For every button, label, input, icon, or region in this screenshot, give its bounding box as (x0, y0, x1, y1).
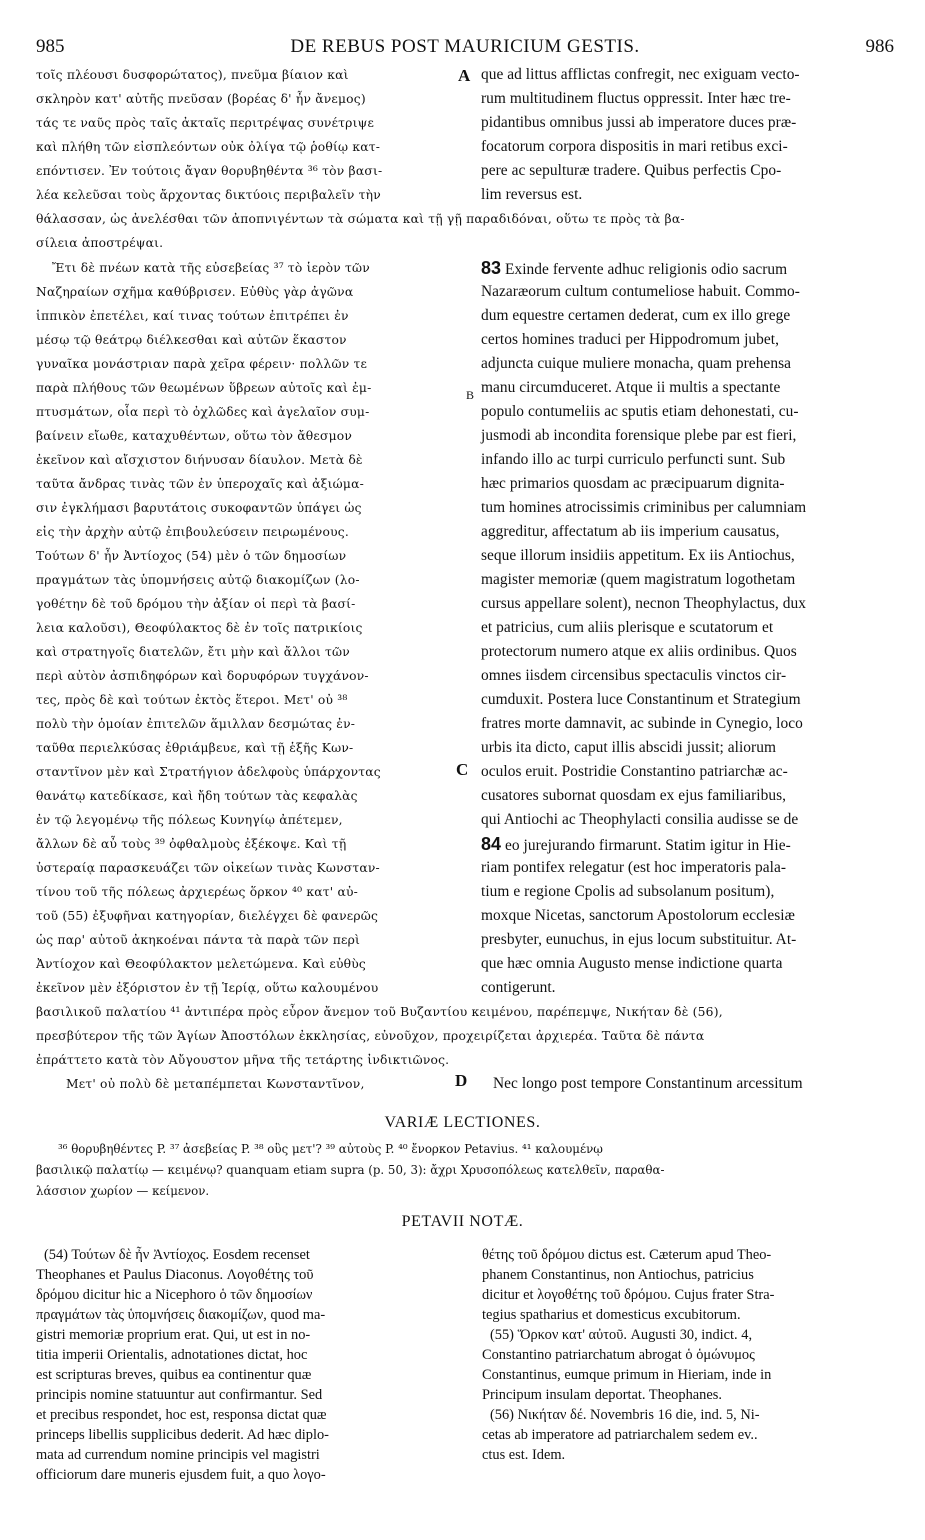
text-line: καὶ πλήθη τῶν εἰσπλεόντων οὐκ ὀλίγα τῷ ῥοθίῳ κατ- (36, 140, 381, 154)
text-line: ἄλλων δὲ αὖ τοὺς ³⁹ ὀφθαλμοὺς ἐξέκοψε. Καὶ τῇ (36, 837, 347, 851)
text-line: omnes iisdem circensibus spectaculis vinctos cir- (481, 667, 787, 684)
text-line: (54) Τούτων δὲ ἦν Ἀντίοχος. Eosdem recenset (44, 1247, 310, 1263)
section-number-84: 84 (481, 834, 502, 854)
text-line: θέτης τοῦ δρόμου dictus est. Cæterum apud Theo- (482, 1247, 772, 1263)
text-line: cursus appellare solent), necnon Theophylactus, dux (481, 595, 806, 612)
text-line: ἐκεῖνον μὲν ἐξόριστον ἐν τῇ Ἱερίᾳ, οὕτω καλουμένου (36, 981, 379, 995)
text-line: τάς τε ναῦς πρὸς ταῖς ἀκταῖς περιτρέψας συνέτριψε (36, 116, 375, 130)
text-line: (56) Νικήταν δέ. Novembris 16 die, ind. 5, Ni- (490, 1407, 760, 1423)
text-line: πρεσβύτερον τῆς τῶν Ἁγίων Ἀποστόλων ἐκκλησίας, εὐνοῦχον, προχειρίζεται ἀρχιερέα. Ταῦτα δὲ πάντα (36, 1029, 705, 1043)
text-line: seque illorum insidiis appetitum. Ex iis Antiochus, (481, 547, 795, 564)
text-line: λάσσιον χωρίον — κείμενον. (36, 1184, 210, 1198)
text-line: cusatores subornat quosdam ex ejus familiaribus, (481, 787, 787, 804)
text-line: et precibus respondet, hoc est, responsa dictat quæ (36, 1407, 327, 1423)
text-line: Constantino patriarchatum abrogat ὁ ὁμώνυμος (482, 1347, 755, 1363)
text-line: Ἔτι δὲ πνέων κατὰ τῆς εὐσεβείας ³⁷ τὸ ἱερὸν τῶν (52, 261, 370, 275)
text-line: ³⁶ θορυβηθέντες P. ³⁷ ἀσεβείας P. ³⁸ οὓς μετ'? ³⁹ αὐτοὺς P. ⁴⁰ ἔνορκον Petavius. ⁴¹ καλουμένῳ (58, 1142, 603, 1156)
text-line: titia imperii Orientalis, adnotationes dictat, hoc (36, 1347, 308, 1363)
text-line: Μετ' οὐ πολὺ δὲ μεταπέμπεται Κωνσταντῖνον, (66, 1077, 365, 1091)
text-line: Nec longo post tempore Constantinum arcessitum (493, 1075, 803, 1092)
text-line: τίνου τοῦ τῆς πόλεως ἀρχιερέως ὅρκον ⁴⁰ κατ' αὐ- (36, 885, 359, 899)
text-line: Nazaræorum cultum contumeliose habuit. Commo- (481, 283, 800, 300)
text-line: protectorum numero atque ex aliis ordinibus. Quos (481, 643, 797, 660)
text-line: rum multitudinem fluctus oppressit. Inter hæc tre- (481, 90, 791, 107)
petavii-notae-heading: PETAVII NOTÆ. (401, 1213, 524, 1230)
running-title: DE REBUS POST MAURICIUM GESTIS. (290, 36, 640, 57)
text-line: populo contumeliis ac sputis etiam dehonestati, cu- (481, 403, 799, 420)
margin-letter-a: A (458, 66, 471, 85)
text-line: θανάτῳ κατεδίκασε, καὶ ἤδη τούτων τὰς κεφαλὰς (36, 789, 358, 803)
text-line: et patricius, cum aliis plerisque e scutatorum et (481, 619, 774, 636)
text-line: fratres morte damnavit, ac subinde in Cynegio, loco (481, 715, 803, 732)
page-number-left: 985 (36, 36, 65, 57)
text-line: tegius spatharius et domesticus excubitorum. (482, 1307, 741, 1323)
text-line: officiorum dare muneris ejusdem fuit, a quo λογο- (36, 1467, 326, 1483)
text-line: πολὺ τὴν ὁμοίαν ἐπιτελῶν ἅμιλλαν δεσμώτας ἐν- (36, 717, 356, 731)
margin-letter-c: C (456, 760, 469, 779)
text-line: σίλεια ἀποστρέψαι. (36, 236, 164, 250)
text-line: tum homines atrocissimis criminibus per calumniam (481, 499, 807, 516)
text-line: cetas ab imperatore ad patriarchalem sedem ev.. (482, 1427, 758, 1443)
text-line: lim reversus est. (481, 186, 583, 203)
text-line: πραγμάτων τὰς ὑπομνήσεις διακομίζων, quod ma- (36, 1307, 326, 1323)
text-line: tium e regione Cpolis ad subsolanum positum), (481, 883, 775, 900)
text-line: βασιλικῷ παλατίῳ — κειμένῳ? quanquam etiam supra (p. 50, 3): ἄχρι Χρυσοπόλεως κατελθεῖν, παραθα- (36, 1163, 665, 1177)
text-line: επόντισεν. Ἐν τούτοις ἄγαν θορυβηθέντα ³⁶ τὸν βασι- (36, 164, 383, 178)
text-line: que hæc omnia Augusto mense indictione quarta (481, 955, 783, 972)
margin-letter-d: D (455, 1071, 468, 1090)
text-line: magister memoriæ (quem magistratum logothetam (481, 571, 796, 588)
text-line: παρὰ πλήθους τῶν θεωμένων ὕβρεων αὐτοῖς καὶ ἐμ- (36, 381, 372, 395)
text-line: phanem Constantinus, non Antiochus, patricius (482, 1267, 754, 1283)
text-line: (55) Ὅρκον κατ' αὐτοῦ. Augusti 30, indict. 4, (490, 1327, 753, 1343)
text-line: καὶ στρατηγοῖς διατελῶν, ἔτι μὴν καὶ ἄλλοι τῶν (36, 645, 350, 659)
text-line: mata ad currendum nomine principis vel magistri (36, 1447, 320, 1463)
text-span: Exinde fervente adhuc religionis odio sacrum (501, 261, 788, 278)
section-number-83: 83 (481, 258, 502, 278)
text-line: γοθέτην δὲ τοῦ δρόμου τὴν ἀξίαν οἱ περὶ τὰ βασί- (36, 597, 356, 611)
text-line: Τούτων δ' ἦν Ἀντίοχος (54) μὲν ὁ τῶν δημοσίων (36, 549, 347, 563)
page-number-right: 986 (865, 36, 894, 57)
text-line: oculos eruit. Postridie Constantino patriarchæ ac- (481, 763, 788, 780)
text-line: βασιλικοῦ παλατίου ⁴¹ ἀντιπέρα πρὸς εὖρον ἄνεμον τοῦ Βυζαντίου κειμένου, παρέπεμψε, Νικήταν δὲ (56), (36, 1005, 723, 1019)
text-line: dicitur et λογοθέτης τοῦ δρόμου. Cujus frater Stra- (482, 1287, 775, 1303)
text-line (481, 833, 791, 857)
text-line: riam pontifex relegatur (est hoc imperatoris pala- (481, 859, 787, 876)
text-line: est scripturas breves, quibus ea continentur quæ (36, 1367, 312, 1383)
text-line: εἰς τὴν ἀρχὴν αὐτῷ ἐπιβουλεύσειν πειρωμένους. (36, 525, 349, 539)
text-line: gistri memoriæ proprium erat. Qui, ut est in no- (36, 1327, 311, 1343)
text-line: μέσῳ τῷ θεάτρῳ διέλκεσθαι καὶ αὐτῶν ἕκαστον (36, 333, 347, 347)
text-line: ταῦθα περιελκύσας ἐθριάμβευε, καὶ τῇ ἑξῆς Κων- (36, 741, 354, 755)
text-line: pidantibus omnibus jussi ab imperatore duces præ- (481, 114, 797, 131)
text-line: Constantinus, eumque primum in Hieriam, inde in (482, 1367, 772, 1383)
text-line: βαίνειν εἴωθε, καταχυθέντων, οὕτω τὸν ἄθεσμον (36, 429, 353, 443)
text-line: ctus est. Idem. (482, 1447, 566, 1463)
text-line: ταῦτα ἄνδρας τινὰς τῶν ἐν ὑπεροχαῖς καὶ ἀξιώμα- (36, 477, 364, 491)
text-line: τοῖς πλέουσι δυσφορώτατος), πνεῦμα βίαιον καὶ (36, 68, 349, 82)
text-line: que ad littus afflictas confregit, nec exiguam vecto- (481, 66, 800, 83)
text-span: eo jurejurando firmarunt. Statim igitur in Hie- (501, 837, 791, 854)
text-line: τες, πρὸς δὲ καὶ τούτων ἐκτὸς ἕτεροι. Μετ' οὐ ³⁸ (36, 693, 348, 707)
text-line: principis nomine statuuntur aut confirmantur. Sed (36, 1387, 323, 1403)
text-line: περὶ αὐτὸν ἀσπιδηφόρων καὶ δορυφόρων τυγχάνον- (36, 669, 369, 683)
text-line: πραγμάτων τὰς ὑπομνήσεις αὐτῷ διακομίζων (λο- (36, 573, 360, 587)
text-line: ἐπράττετο κατὰ τὸν Αὔγουστον μῆνα τῆς τετάρτης ἰνδικτιῶνος. (36, 1053, 450, 1067)
text-line: Ναζηραίων σχῆμα καθύβρισεν. Εὐθὺς γὰρ ἀγῶνα (36, 285, 354, 299)
variae-lectiones-heading: VARIÆ LECTIONES. (384, 1114, 541, 1131)
text-line: Ἀντίοχον καὶ Θεοφύλακτον μελετώμενα. Καὶ εὐθὺς (36, 957, 367, 971)
text-line: Theophanes et Paulus Diaconus. Λογοθέτης τοῦ (36, 1267, 314, 1283)
text-line: ἐν τῷ λεγομένῳ τῆς πόλεως Κυνηγίῳ ἀπέτεμεν, (36, 813, 343, 827)
text-line: contigerunt. (481, 979, 556, 996)
text-line: cumduxit. Postera luce Constantinum et Strategium (481, 691, 801, 708)
text-line: ὡς παρ' αὐτοῦ ἀκηκοέναι πάντα τὰ παρὰ τῶν περὶ (36, 933, 361, 947)
text-line: Principum insulam deportat. Theophanes. (482, 1387, 722, 1403)
text-line: adjuncta cuique muliere monacha, quam prehensa (481, 355, 791, 372)
margin-letter-b: B (466, 388, 475, 402)
text-line: jusmodi ab incondita forensique plebe par est fieri, (481, 427, 797, 444)
text-line: πτυσμάτων, οἷα περὶ τὸ ὀχλῶδες καὶ ἀγελαῖον συμ- (36, 405, 370, 419)
text-line: princeps libellis supplicibus dederit. Ad hæc diplo- (36, 1427, 329, 1443)
text-line: infando illo ac turpi curriculo perfuncti sunt. Sub (481, 451, 786, 468)
text-line: qui Antiochi ac Theophylacti consilia audisse se de (481, 811, 799, 828)
text-line: τοῦ (55) ἐξυφῆναι κατηγορίαν, διελέγχει δὲ φανερῶς (36, 909, 379, 923)
text-line: δρόμου dicitur hic a Nicephoro ὁ τῶν δημοσίων (36, 1287, 313, 1303)
running-head (36, 36, 894, 58)
text-line: γυναῖκα μονάστριαν παρὰ χεῖρα φέρειν· πολλῶν τε (36, 357, 368, 371)
text-line (481, 257, 787, 281)
text-line: manu circumduceret. Atque ii multis a spectante (481, 379, 781, 396)
text-line: λεια καλοῦσι), Θεοφύλακτος δὲ ἐν τοῖς πατρικίοις (36, 621, 363, 635)
text-line: ὑστεραίᾳ παρασκευάζει τῶν οἰκείων τινὰς Κωνσταν- (36, 861, 380, 875)
text-line: focatorum corpora dispositis in mari retibus exci- (481, 138, 788, 155)
text-line: presbyter, eunuchus, in ejus locum substituitur. At- (481, 931, 797, 948)
text-line: θάλασσαν, ὡς ἀνελέσθαι τῶν ἀποπνιγέντων τὰ σώματα καὶ τῇ γῇ παραδιδόναι, οὕτω τε πρὸς τὰ βα- (36, 212, 685, 226)
text-line: urbis ita dicto, caput illis abscidi jussit; aliorum (481, 739, 776, 756)
text-line: ἐκεῖνον καὶ αἴσχιστον διήνυσαν δίαυλον. Μετὰ δὲ (36, 453, 363, 467)
text-line: aggreditur, affectatum ab iis imperium causatus, (481, 523, 780, 540)
text-line: certos homines traduci per Hippodromum jubet, (481, 331, 780, 348)
text-line: ἱππικὸν ἐπετέλει, καί τινας τούτων ἐπιτρέπει ἐν (36, 309, 349, 323)
text-line: λέα κελεῦσαι τοὺς ἄρχοντας δικτύοις περιβαλεῖν τὴν (36, 188, 381, 202)
text-line: hæc primarios quosdam ac præcipuarum dignita- (481, 475, 785, 492)
text-line: σιν ἐγκλήμασι βαρυτάτοις συκοφαντῶν ὑπάγει ὡς (36, 501, 362, 515)
text-line: σταντῖνον μὲν καὶ Στρατήγιον ἀδελφοὺς ὑπάρχοντας (36, 765, 381, 779)
text-line: pere ac sepulturæ tradere. Quibus perfectis Cpo- (481, 162, 782, 179)
text-line: σκληρὸν κατ' αὐτῆς πνεῦσαν (βορέας δ' ἦν ἄνεμος) (36, 92, 366, 106)
text-line: moxque Nicetas, sanctorum Apostolorum ecclesiæ (481, 907, 795, 924)
text-line: dum equestre certamen dederat, cum ex illo grege (481, 307, 791, 324)
